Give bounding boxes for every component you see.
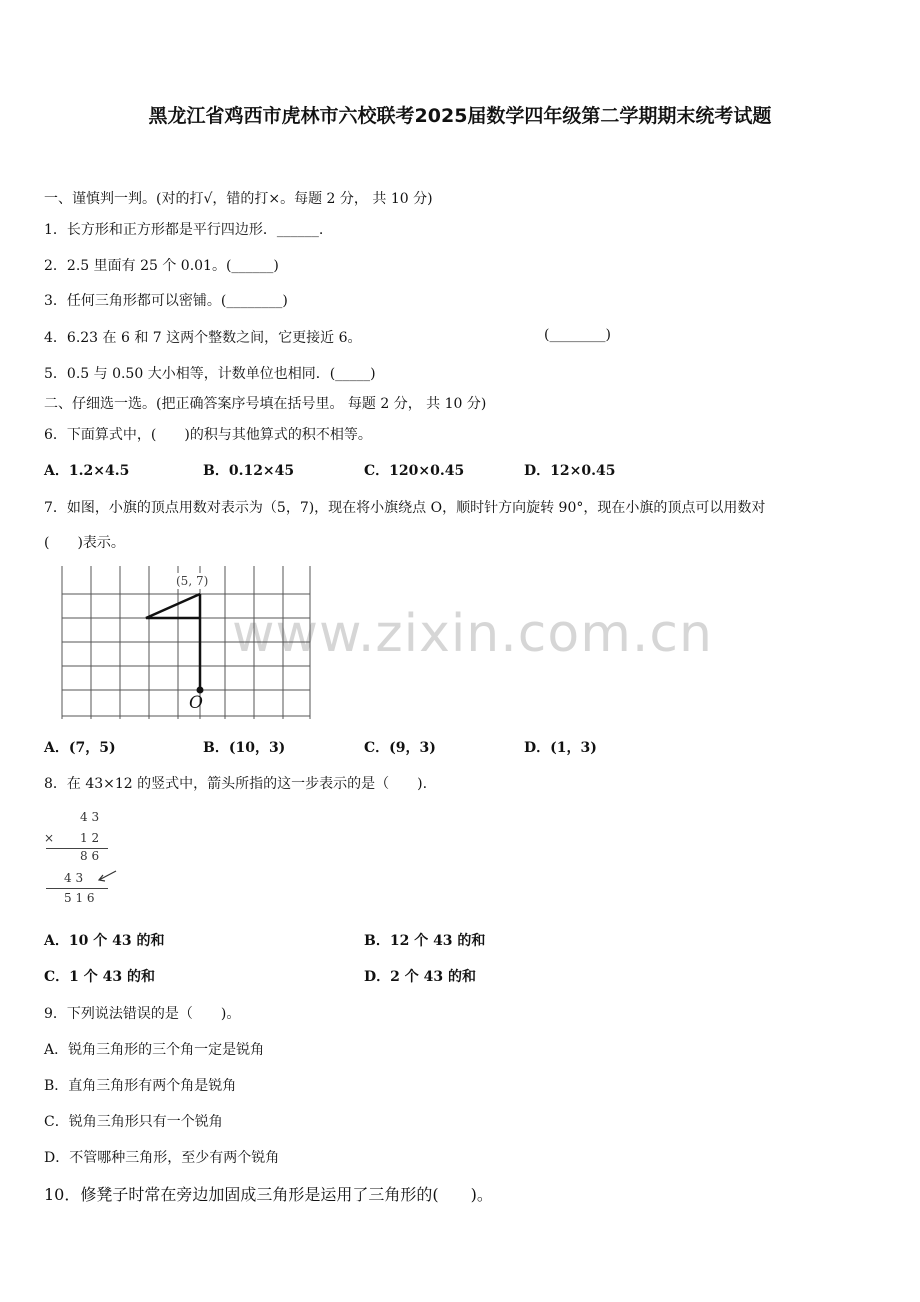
question-8-stem: 8．在 43×12 的竖式中，箭头所指的这一步表示的是（ ). (44, 776, 428, 792)
question-7-stem-line1: 7．如图，小旗的顶点用数对表示为（5，7)，现在将小旗绕点 O，顺时针方向旋转 90°，现在小旗的顶点可以用数对 (44, 500, 766, 516)
question-9-option-d: D．不管哪种三角形，至少有两个锐角 (44, 1150, 280, 1166)
question-6-option-b: B．0.12×45 (203, 463, 295, 479)
question-7-option-c: C．(9，3) (364, 740, 436, 756)
question-4-blank: (________) (544, 327, 611, 343)
origin-label: O (189, 693, 203, 713)
calc-multiplicand: 4 3 (80, 810, 100, 824)
flag-triangle (146, 594, 200, 618)
flag-vertex-label: (5, 7) (176, 574, 209, 588)
question-3: 3．任何三角形都可以密铺。(________) (44, 293, 288, 309)
arrow-icon (94, 868, 120, 886)
question-9-option-a: A．锐角三角形的三个角一定是锐角 (44, 1042, 265, 1058)
question-8-option-d: D．2 个 43 的和 (364, 969, 476, 985)
question-9-stem: 9．下列说法错误的是（ )。 (44, 1006, 241, 1022)
flag-grid-figure (58, 566, 314, 722)
watermark: www.zixin.com.cn (232, 604, 713, 664)
calc-line-2 (46, 888, 108, 889)
question-9-option-c: C．锐角三角形只有一个锐角 (44, 1114, 223, 1130)
question-6-option-d: D．12×0.45 (524, 463, 616, 479)
question-9-option-b: B．直角三角形有两个角是锐角 (44, 1078, 237, 1094)
calc-partial-1: 8 6 (80, 849, 100, 863)
question-4: 4．6.23 在 6 和 7 这两个整数之间，它更接近 6。 (44, 330, 362, 346)
question-6-option-c: C．120×0.45 (364, 463, 465, 479)
question-8-option-b: B．12 个 43 的和 (364, 933, 486, 949)
question-7-option-d: D．(1，3) (524, 740, 597, 756)
question-6-option-a: A．1.2×4.5 (44, 463, 130, 479)
section2-heading: 二、仔细选一选。(把正确答案序号填在括号里。 每题 2 分， 共 10 分) (44, 396, 487, 412)
question-7-stem-line2: ( )表示。 (44, 535, 125, 551)
calc-partial-2: 4 3 (64, 871, 84, 885)
page-title: 黑龙江省鸡西市虎林市六校联考2025届数学四年级第二学期期末统考试题 (148, 105, 772, 127)
calc-product: 5 1 6 (64, 891, 95, 905)
question-2: 2．2.5 里面有 25 个 0.01。(______) (44, 258, 279, 274)
calc-times-sign: × (44, 831, 55, 845)
calc-multiplier: 1 2 (80, 831, 100, 845)
question-6-stem: 6．下面算式中，( )的积与其他算式的积不相等。 (44, 427, 372, 443)
section1-heading: 一、谨慎判一判。(对的打√，错的打×。每题 2 分， 共 10 分) (44, 191, 433, 207)
question-8-option-c: C．1 个 43 的和 (44, 969, 155, 985)
question-5: 5．0.5 与 0.50 大小相等，计数单位也相同．(_____) (44, 366, 376, 382)
question-7-option-b: B．(10，3) (203, 740, 286, 756)
question-10-stem: 10．修凳子时常在旁边加固成三角形是运用了三角形的( )。 (44, 1185, 493, 1204)
question-8-option-a: A．10 个 43 的和 (44, 933, 165, 949)
question-1: 1．长方形和正方形都是平行四边形．______. (44, 222, 324, 238)
question-7-option-a: A．(7，5) (44, 740, 116, 756)
